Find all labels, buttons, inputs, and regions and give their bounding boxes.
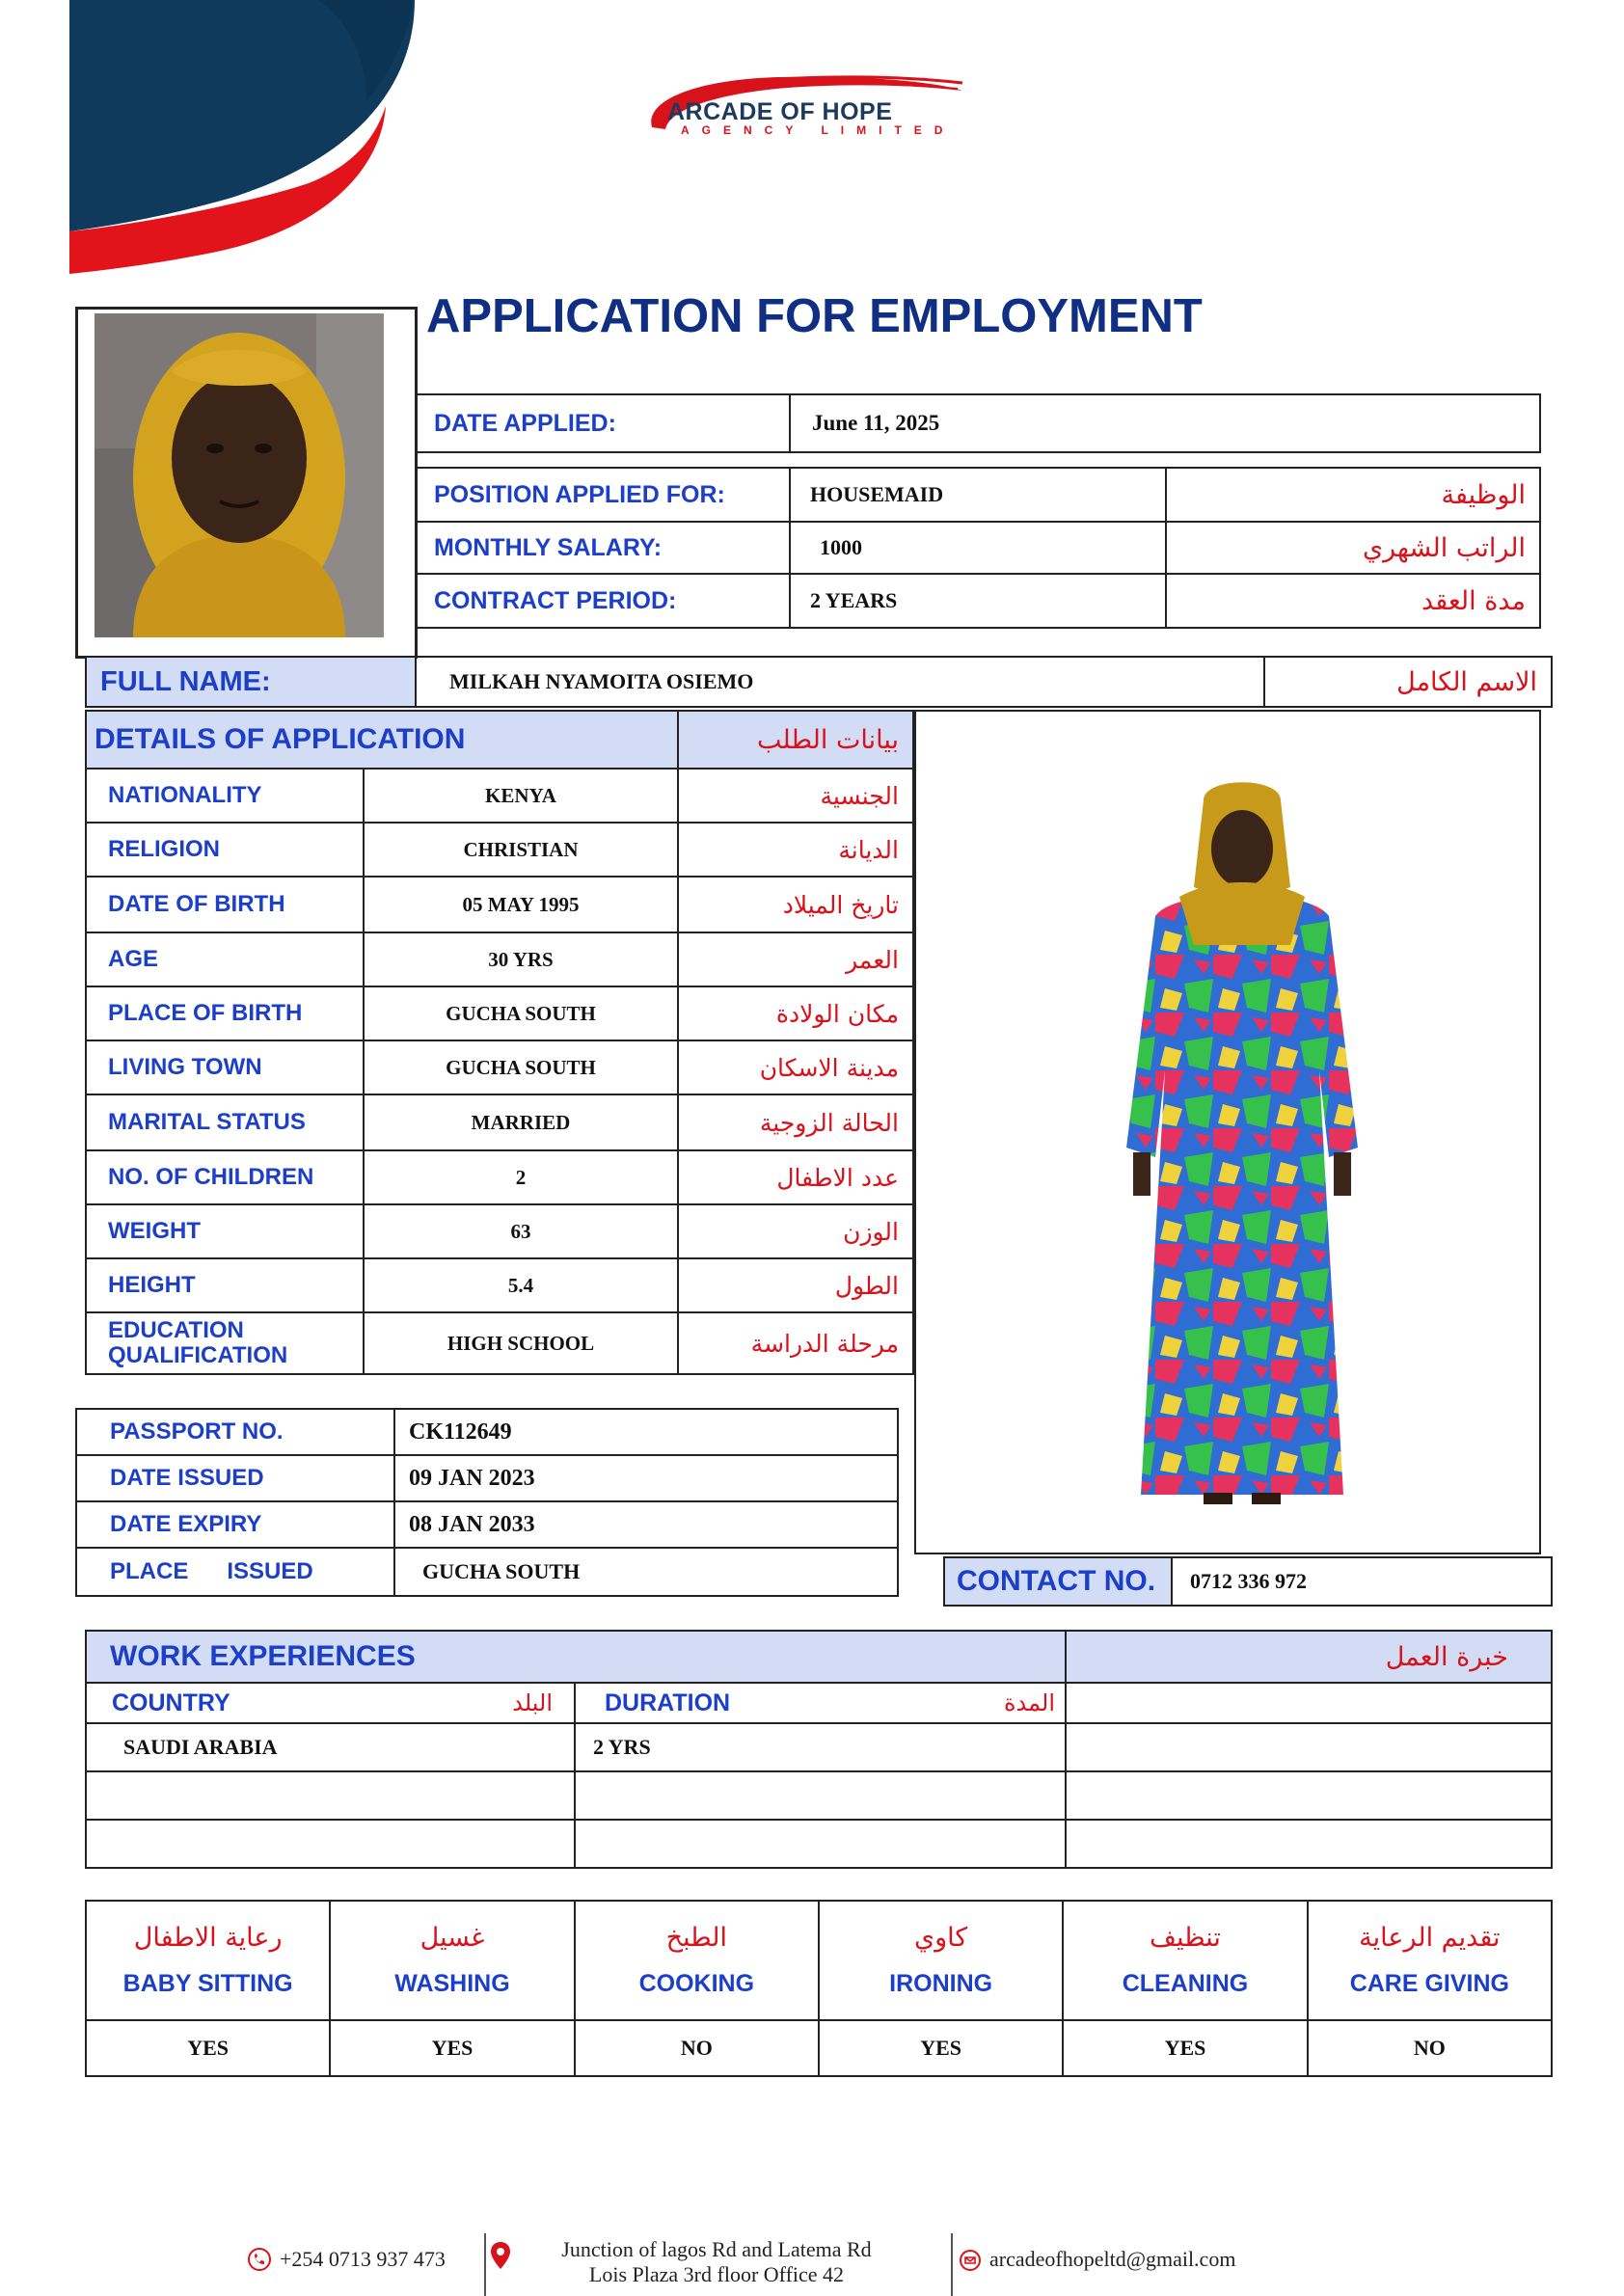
details-value: 63	[510, 1219, 531, 1243]
details-value: KENYA	[485, 783, 556, 807]
date-applied-label: DATE APPLIED:	[434, 409, 616, 437]
details-row	[86, 1204, 913, 1258]
details-row	[86, 823, 913, 877]
passport-row	[76, 1501, 898, 1548]
salary-value: 1000	[820, 535, 862, 559]
details-label-ar: الديانة	[838, 835, 899, 864]
skill-label: IRONING	[889, 1970, 993, 1997]
date-applied-table	[415, 393, 1541, 453]
work-heading-ar: خبرة العمل	[1385, 1641, 1508, 1672]
fullbody-photo	[1097, 781, 1387, 1506]
details-value: GUCHA SOUTH	[446, 1055, 596, 1079]
details-label: WEIGHT	[108, 1218, 201, 1244]
skill-header	[86, 1901, 330, 2020]
details-label-ar: العمر	[846, 945, 899, 974]
contract-label: CONTRACT PERIOD:	[434, 586, 677, 614]
skill-value: YES	[187, 2036, 230, 2060]
work-country: SAUDI ARABIA	[123, 1735, 278, 1759]
details-value: 30 YRS	[488, 947, 554, 971]
footer-phone: +254 0713 937 473	[280, 2247, 446, 2271]
country-col-label: COUNTRY	[112, 1688, 230, 1716]
passport-row	[76, 1548, 898, 1596]
passport-label: DATE ISSUED	[110, 1465, 264, 1491]
skill-label-ar: رعاية الاطفال	[133, 1923, 283, 1953]
footer-email: arcadeofhopeltd@gmail.com	[989, 2247, 1236, 2271]
skill-value-cell	[575, 2020, 819, 2076]
location-pin-icon	[490, 2241, 511, 2270]
skill-label: CARE GIVING	[1349, 1970, 1509, 1997]
work-row	[86, 1723, 1552, 1771]
passport-row	[76, 1455, 898, 1501]
details-label-ar: مدينة الاسكان	[759, 1053, 899, 1082]
skill-value-cell	[1308, 2020, 1552, 2076]
duration-col-label-ar: المدة	[1003, 1688, 1055, 1716]
passport-row	[76, 1409, 898, 1455]
details-row	[86, 1094, 913, 1150]
headshot-photo	[95, 313, 384, 637]
details-row	[86, 1258, 913, 1312]
details-label: LIVING TOWN	[108, 1054, 262, 1080]
skill-header	[1308, 1901, 1552, 2020]
details-label-ar: الوزن	[843, 1217, 899, 1246]
details-heading-ar: بيانات الطلب	[757, 724, 899, 755]
passport-label: DATE EXPIRY	[110, 1511, 262, 1537]
details-label-ar: الحالة الزوجية	[759, 1108, 899, 1137]
position-value: HOUSEMAID	[810, 482, 944, 506]
footer-divider	[951, 2233, 953, 2296]
work-row	[86, 1820, 1552, 1868]
work-row	[86, 1771, 1552, 1820]
details-value: 2	[515, 1165, 527, 1189]
details-value: MARRIED	[471, 1110, 571, 1134]
details-label: AGE	[108, 946, 159, 972]
passport-value: 08 JAN 2033	[409, 1511, 535, 1537]
details-label-ar: مرحلة الدراسة	[750, 1329, 899, 1358]
skill-label-ar: تنظيف	[1150, 1923, 1221, 1953]
skill-label: BABY SITTING	[122, 1970, 293, 1997]
work-duration: 2 YRS	[592, 1735, 651, 1759]
work-heading: WORK EXPERIENCES	[110, 1640, 416, 1672]
details-table	[85, 710, 914, 1375]
details-value: CHRISTIAN	[463, 837, 579, 861]
details-label-ar: مكان الولادة	[775, 999, 899, 1028]
details-row	[86, 877, 913, 932]
passport-label: PLACE ISSUED	[110, 1558, 313, 1584]
work-experience-table	[85, 1630, 1553, 1869]
salary-label: MONTHLY SALARY:	[434, 533, 663, 561]
date-applied-value: June 11, 2025	[812, 411, 940, 435]
details-value: GUCHA SOUTH	[446, 1001, 596, 1025]
details-heading: DETAILS OF APPLICATION	[95, 723, 466, 755]
skill-value: YES	[1164, 2036, 1206, 2060]
skill-value: NO	[680, 2036, 713, 2060]
details-label-ar: الجنسية	[820, 781, 899, 810]
position-label: POSITION APPLIED FOR:	[434, 480, 725, 508]
skill-header	[330, 1901, 574, 2020]
details-value: HIGH SCHOOL	[447, 1331, 595, 1355]
skills-table	[85, 1900, 1553, 2077]
skill-header	[1063, 1901, 1307, 2020]
skill-label: COOKING	[638, 1970, 755, 1997]
details-label: RELIGION	[108, 836, 221, 862]
full-name-label: FULL NAME:	[100, 665, 271, 697]
position-label-ar: الوظيفة	[1441, 479, 1526, 510]
details-row	[86, 1312, 913, 1374]
skill-value-cell	[819, 2020, 1063, 2076]
passport-value: CK112649	[409, 1418, 512, 1445]
header-corner-graphic	[0, 0, 424, 289]
logo-title: ARCADE OF HOPE	[667, 98, 893, 125]
passport-value: GUCHA SOUTH	[422, 1559, 581, 1583]
details-row	[86, 769, 913, 823]
details-value: 5.4	[507, 1273, 534, 1297]
skill-header	[575, 1901, 819, 2020]
skill-value: YES	[920, 2036, 962, 2060]
position-table	[415, 467, 1541, 629]
full-name-label-ar: الاسم الكامل	[1396, 666, 1537, 697]
skill-header	[819, 1901, 1063, 2020]
salary-label-ar: الراتب الشهري	[1362, 532, 1526, 563]
details-label: HEIGHT	[108, 1272, 196, 1298]
details-label: PLACE OF BIRTH	[108, 1000, 303, 1026]
footer-address-line1: Junction of lagos Rd and Latema Rd	[561, 2237, 872, 2261]
country-col-label-ar: البلد	[512, 1688, 553, 1716]
details-label: DATE OF BIRTH	[108, 891, 285, 917]
phone-icon	[247, 2247, 272, 2272]
email-icon	[959, 2249, 982, 2272]
details-row	[86, 986, 913, 1040]
skill-value-cell	[1063, 2020, 1307, 2076]
full-name-value: MILKAH NYAMOITA OSIEMO	[449, 669, 754, 693]
skill-value: NO	[1413, 2036, 1446, 2060]
footer-divider	[484, 2233, 486, 2296]
details-label-ar: تاريخ الميلاد	[782, 890, 899, 919]
passport-value: 09 JAN 2023	[409, 1465, 535, 1491]
skill-label-ar: الطبخ	[665, 1923, 728, 1953]
full-name-table	[85, 656, 1553, 708]
skill-value: YES	[431, 2036, 474, 2060]
details-label: MARITAL STATUS	[108, 1109, 306, 1135]
passport-label: PASSPORT NO.	[110, 1418, 284, 1445]
details-value: 05 MAY 1995	[462, 892, 580, 916]
skill-label: CLEANING	[1122, 1970, 1249, 1997]
details-row	[86, 1040, 913, 1094]
passport-table	[75, 1408, 899, 1597]
contract-value: 2 YEARS	[810, 588, 898, 612]
page-title: APPLICATION FOR EMPLOYMENT	[426, 290, 1203, 342]
footer-address-line2: Lois Plaza 3rd floor Office 42	[588, 2262, 845, 2286]
details-label-ar: عدد الاطفال	[776, 1163, 899, 1192]
contact-label: CONTACT NO.	[957, 1565, 1156, 1597]
contact-value: 0712 336 972	[1190, 1569, 1307, 1593]
skill-value-cell	[330, 2020, 574, 2076]
skill-label-ar: غسيل	[420, 1923, 485, 1953]
contract-label-ar: مدة العقد	[1421, 585, 1526, 616]
details-label: NO. OF CHILDREN	[108, 1164, 314, 1190]
skill-label: WASHING	[394, 1970, 510, 1997]
details-row	[86, 1150, 913, 1204]
details-label: EDUCATION QUALIFICATION	[108, 1317, 288, 1368]
details-label: NATIONALITY	[108, 782, 262, 808]
details-label-ar: الطول	[834, 1271, 899, 1300]
details-row	[86, 932, 913, 986]
contact-table	[943, 1556, 1553, 1607]
footer-address	[528, 2237, 905, 2287]
skill-value-cell	[86, 2020, 330, 2076]
logo-subtitle: AGENCY LIMITED	[681, 123, 956, 137]
skill-label-ar: كاوي	[914, 1923, 968, 1953]
skill-label-ar: تقديم الرعاية	[1359, 1923, 1501, 1953]
duration-col-label: DURATION	[604, 1688, 731, 1716]
